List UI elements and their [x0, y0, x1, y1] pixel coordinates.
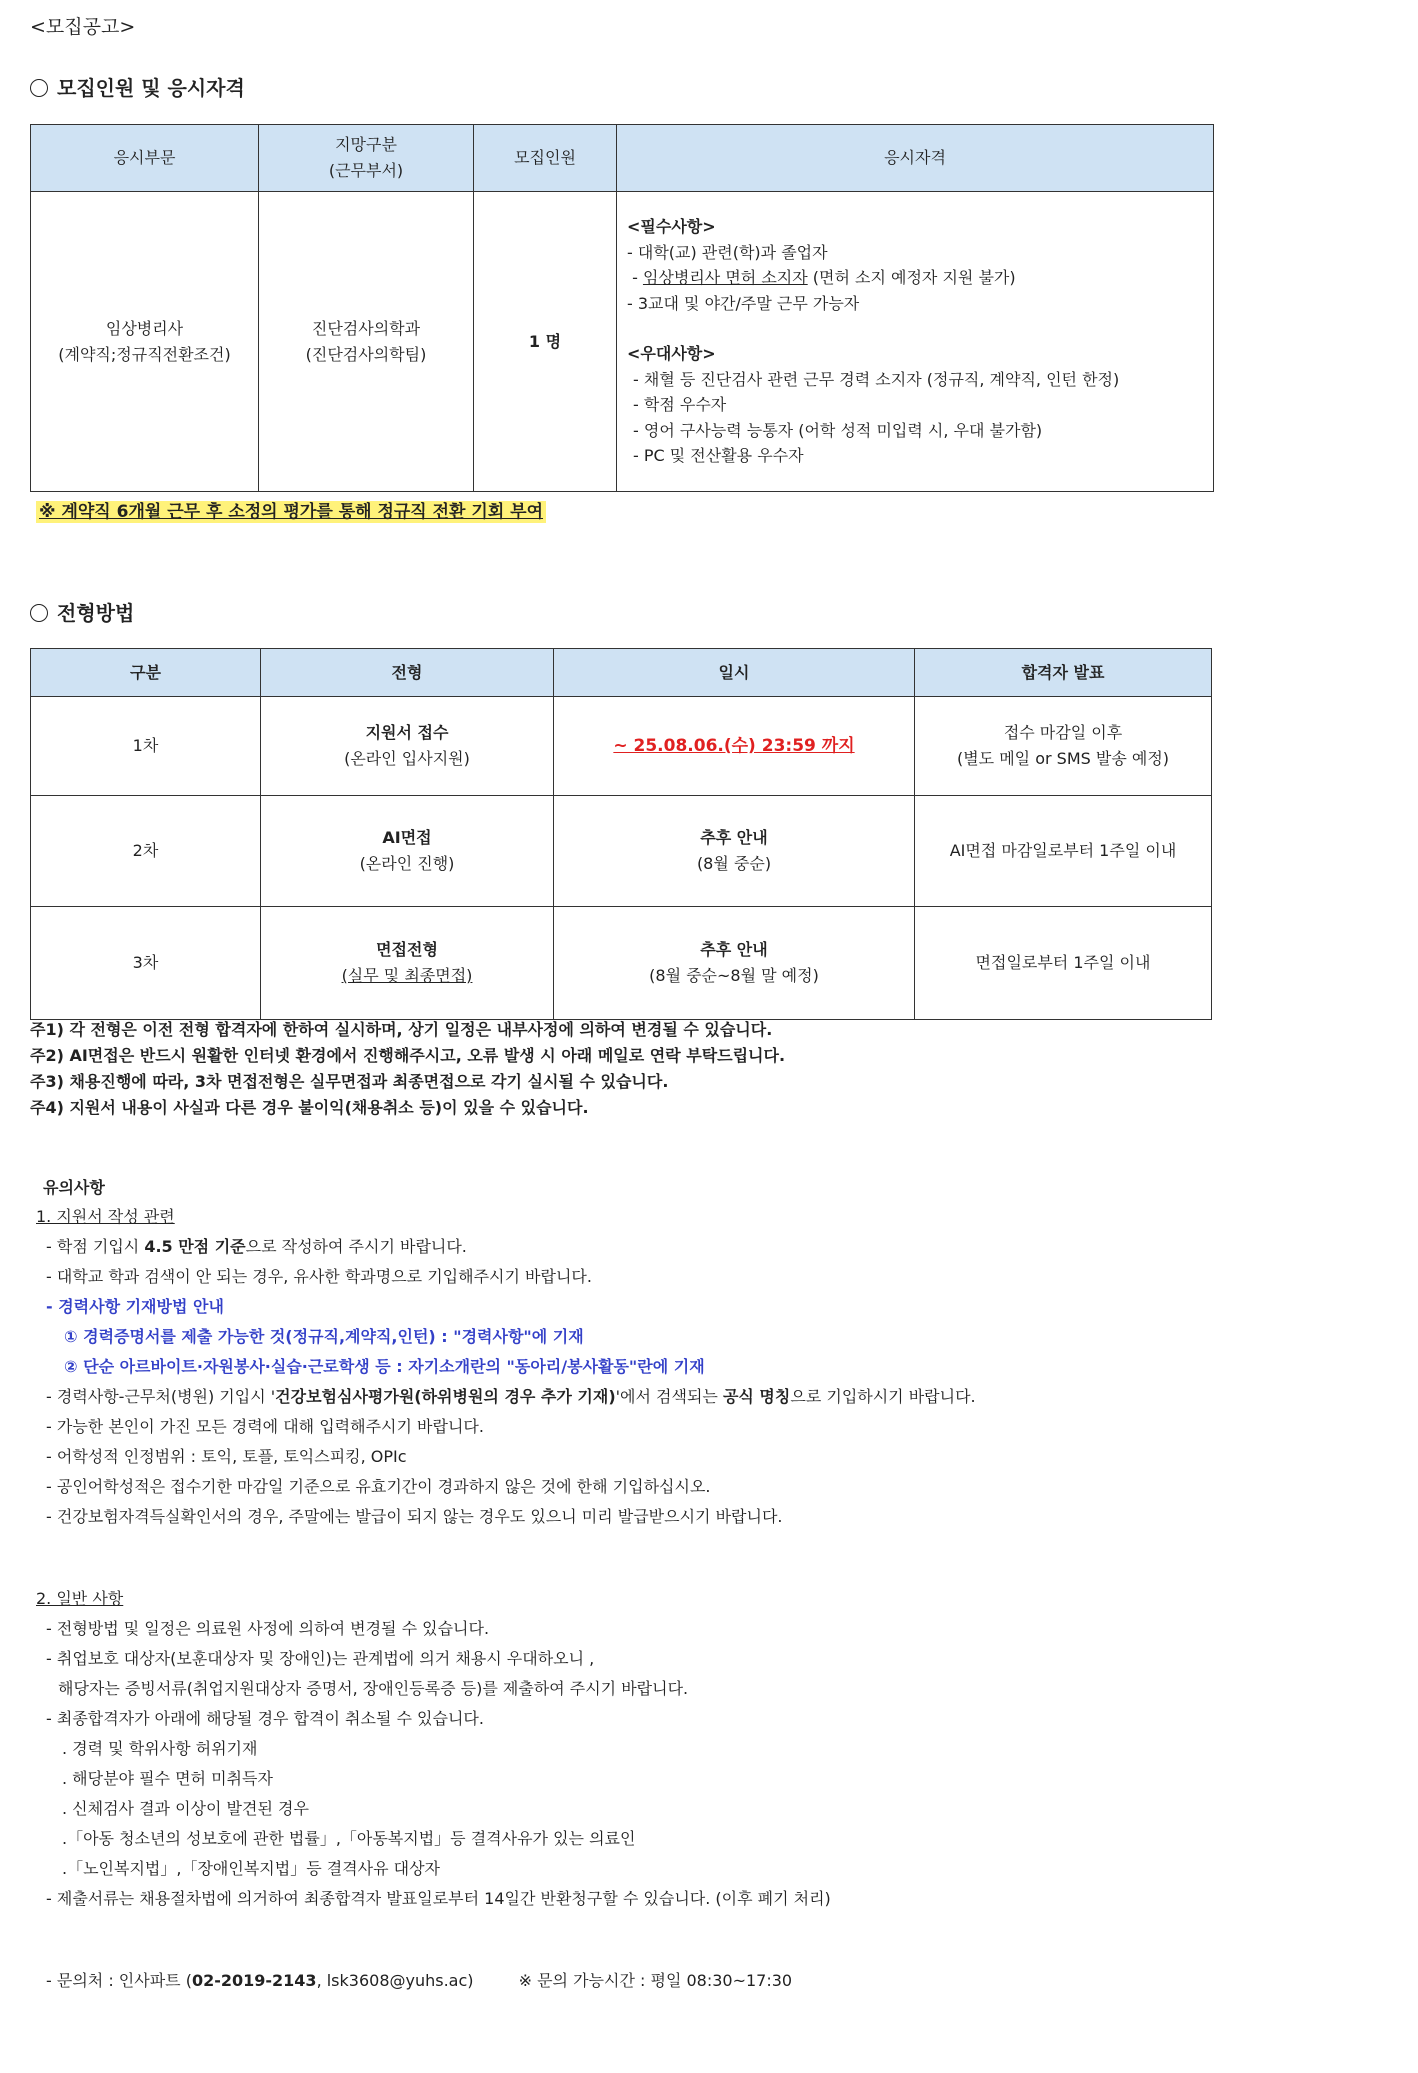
cell-stage: 2차: [31, 796, 261, 907]
cell-dept: 진단검사의학과 (진단검사의학팀): [259, 192, 474, 492]
cell-result: 면접일로부터 1주일 이내: [915, 907, 1212, 1020]
col-header-type: 전형: [261, 649, 554, 697]
cell-result: AI면접 마감일로부터 1주일 이내: [915, 796, 1212, 907]
col-header-qualification: 응시자격: [617, 125, 1214, 192]
note-3: 주3) 채용진행에 따라, 3차 면접전형은 실무면접과 최종면접으로 각기 실시될 수 있습니다.: [30, 1072, 669, 1091]
section-title-process: 전형방법: [30, 597, 134, 626]
process-notes: [30, 1017, 785, 1121]
cell-date: 추후 안내 (8월 중순~8월 말 예정): [554, 907, 915, 1020]
cell-field: 임상병리사 (계약직;정규직전환조건): [31, 192, 259, 492]
page-title: <모집공고>: [30, 16, 136, 38]
recruitment-table: [30, 124, 1214, 492]
process-table: [30, 648, 1212, 1020]
col-header-field: 응시부문: [31, 125, 259, 192]
cell-type: AI면접 (온라인 진행): [261, 796, 554, 907]
cell-count: 1 명: [474, 192, 617, 492]
col-header-stage: 구분: [31, 649, 261, 697]
section-title-notice: 유의사항: [43, 1178, 105, 1197]
cell-stage: 1차: [31, 697, 261, 796]
cell-date: ~ 25.08.06.(수) 23:59 까지: [554, 697, 915, 796]
cell-date: 추후 안내 (8월 중순): [554, 796, 915, 907]
circle-bullet-icon: [30, 604, 48, 622]
table-row: [31, 697, 1212, 796]
cell-type: 면접전형 (실무 및 최종면접): [261, 907, 554, 1020]
note-2: 주2) AI면접은 반드시 원활한 인터넷 환경에서 진행해주시고, 오류 발생 시 아래 메일로 연락 부탁드립니다.: [30, 1046, 786, 1065]
table-row: [31, 907, 1212, 1020]
cell-qualification: <필수사항> - 대학(교) 관련(학)과 졸업자 - 임상병리사 면허 소지자 (면허 소지 예정자 지원 불가) - 3교대 및 야간/주말 근무 가능자 <우대사항> - 채혈 등 진단검사 관련 근무 경력 소지자 (정규직, 계약직, 인턴 한정) - 학점 우수자 - 영어 구사능력 능통자 (어학 성적 미입력 시, 우대 불가함) - PC 및 전산활용 우수자: [617, 192, 1214, 492]
cell-stage: 3차: [31, 907, 261, 1020]
notice-list-1: 1. 지원서 작성 관련 - 학점 기입시 4.5 만점 기준으로 작성하여 주시기 바랍니다. - 대학교 학과 검색이 안 되는 경우, 유사한 학과명으로 기입해주시기 바랍니다. - 경력사항 기재방법 안내 ① 경력증명서를 제출 가능한 것(정규직,계약직,인턴) : "경력사항"에 기재 ② 단순 아르바이트·자원봉사·실습·근로학생 등 : 자기소개란의 "동아리/봉사활동"란에 기재 - 경력사항-근무처(병원) 기입시 '건강보험심사평가원(하위병원의 경우 추가 기재)'에서 검색되는 공식 명칭으로 기입하시기 바랍니다. - 가능한 본인이 가진 모든 경력에 대해 입력해주시기 바랍니다. - 어학성적 인정범위 : 토익, 토플, 토익스피킹, OPIc - 공인어학성적은 접수기한 마감일 기준으로 유효기간이 경과하지 않은 것에 한해 기입하십시오. - 건강보험자격득실확인서의 경우, 주말에는 발급이 되지 않는 경우도 있으니 미리 발급받으시기 바랍니다.: [36, 1207, 976, 1526]
note-1: 주1) 각 전형은 이전 전형 합격자에 한하여 실시하며, 상기 일정은 내부사정에 의하여 변경될 수 있습니다.: [30, 1020, 773, 1039]
table-row: [31, 796, 1212, 907]
note-4: 주4) 지원서 내용이 사실과 다른 경우 불이익(채용취소 등)이 있을 수 있습니다.: [30, 1098, 589, 1117]
contact-info: - 문의처 : 인사파트 (02-2019-2143, lsk3608@yuhs.ac) ※ 문의 가능시간 : 평일 08:30~17:30: [46, 1971, 793, 1990]
cell-type: 지원서 접수 (온라인 입사지원): [261, 697, 554, 796]
section-title-recruitment: 모집인원 및 응시자격: [30, 72, 245, 101]
col-header-dept: 지망구분 (근무부서): [259, 125, 474, 192]
col-header-result: 합격자 발표: [915, 649, 1212, 697]
conversion-note: ※ 계약직 6개월 근무 후 소정의 평가를 통해 정규직 전환 기회 부여: [36, 497, 546, 522]
circle-bullet-icon: [30, 79, 48, 97]
notice-list-2: 2. 일반 사항 - 전형방법 및 일정은 의료원 사정에 의하여 변경될 수 있습니다. - 취업보호 대상자(보훈대상자 및 장애인)는 관계법에 의거 채용시 우대하오니 , 해당자는 증빙서류(취업지원대상자 증명서, 장애인등록증 등)를 제출하여 주시기 바랍니다. - 최종합격자가 아래에 해당될 경우 합격이 취소될 수 있습니다. . 경력 및 학위사항 허위기재 . 해당분야 필수 면허 미취득자 . 신체검사 결과 이상이 발견된 경우 .「아동 청소년의 성보호에 관한 법률」,「아동복지법」등 결격사유가 있는 의료인 .「노인복지법」,「장애인복지법」등 결격사유 대상자 - 제출서류는 채용절차법에 의거하여 최종합격자 발표일로부터 14일간 반환청구할 수 있습니다. (이후 폐기 처리): [36, 1589, 831, 1908]
col-header-date: 일시: [554, 649, 915, 697]
col-header-count: 모집인원: [474, 125, 617, 192]
cell-result: 접수 마감일 이후 (별도 메일 or SMS 발송 예정): [915, 697, 1212, 796]
